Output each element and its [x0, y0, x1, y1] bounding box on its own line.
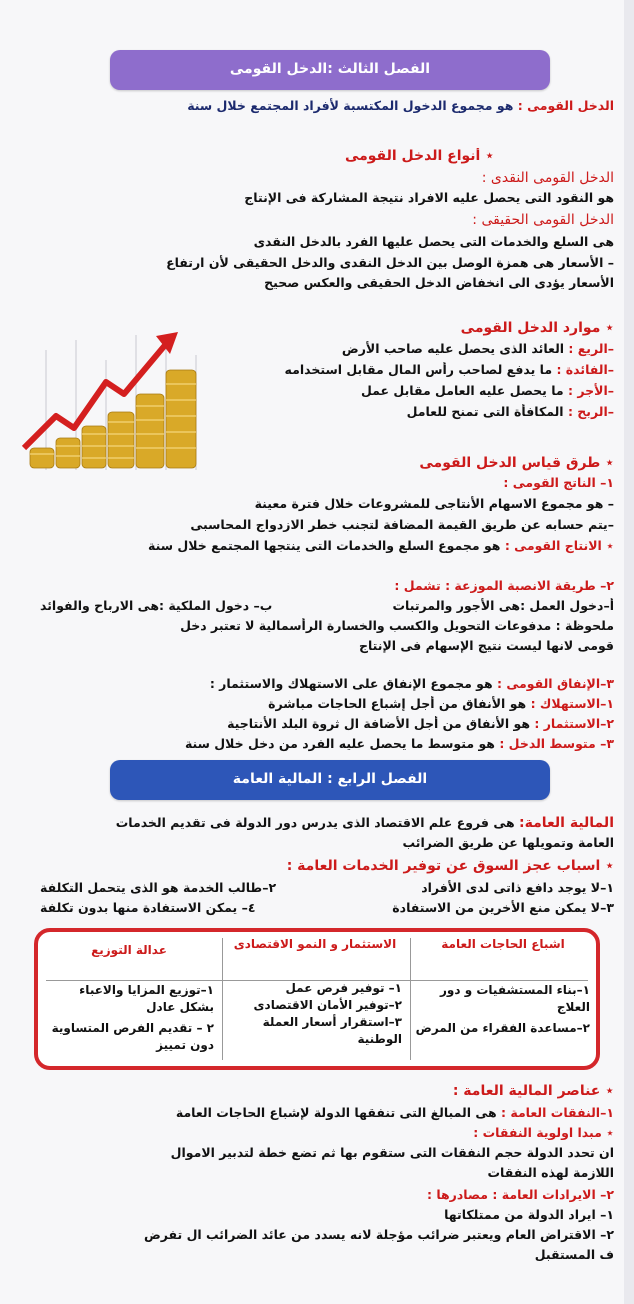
- note-line-2: قومى لانها ليست نتيج الإسهام فى الإنتاج: [358, 638, 614, 653]
- table-cell: ٢ – تقديم الفرص المتساوية دون تمييز: [51, 1021, 214, 1052]
- market-failure-2: ٢–طالب الخدمة هو الذى يتحمل التكلفة: [40, 880, 277, 895]
- average-income: ٣– متوسط الدخل : هو متوسط ما يحصل عليه الفرد من دخل خلال سنة: [184, 736, 614, 751]
- page-edge: [624, 0, 634, 1304]
- priority-line-2: اللازمة لهذه النفقات: [487, 1165, 614, 1180]
- consumption: ١–الاستهلاك : هو الأنفاق من أجل إشباع الحاجات مباشرة: [268, 696, 614, 711]
- elements-heading: ⋆ عناصر المالية العامة :: [452, 1083, 614, 1099]
- distributed-labor: أ–دخول العمل :هى الأجور والمرتبات: [392, 598, 614, 613]
- resource-wage: –الأجر : ما يحصل عليه العامل مقابل عمل: [360, 383, 614, 398]
- chapter3-banner: الفصل الثالث :الدخل القومى: [110, 50, 550, 90]
- table-cell: ٢–مساعدة الفقراء من المرض: [415, 1021, 590, 1035]
- revenue-source-2: ٢– الاقتراض العام ويعتبر ضرائب مؤجلة لانه يسدد من عائد الضرائب ال تفرض: [143, 1227, 614, 1242]
- prices-line-2: الأسعار يؤدى الى انخفاض الدخل الحقيقى والعكس صحيح: [264, 275, 614, 290]
- gnp-title: ١– الناتج القومى :: [503, 475, 614, 490]
- table-cell: ٢–توفير الأمان الاقتصادى: [253, 998, 402, 1012]
- resource-profit: –الربح : المكافأة التى تمنح للعامل: [406, 404, 614, 419]
- revenue-source-2-cont: ف المستقبل: [534, 1247, 614, 1262]
- table-column-needs: [410, 932, 596, 1066]
- gnp-line-1: – هو مجموع الاسهام الأنتاجى للمشروعات خلال فترة معينة: [254, 496, 614, 511]
- monetary-income-title: الدخل القومى النقدى :: [481, 170, 614, 186]
- market-failure-heading: ⋆ اسباب عجز السوق عن توفير الخدمات العامة :: [286, 858, 614, 874]
- table-header-needs: اشباع الحاجات العامة: [441, 937, 565, 951]
- types-heading: ⋆ أنواع الدخل القومى: [344, 148, 494, 164]
- market-failure-3: ٣–لا يمكن منع الأخرين من الاستفادة: [392, 900, 614, 915]
- table-cell: ١– توفير فرص عمل: [285, 981, 402, 995]
- real-income-text: هى السلع والخدمات التى يحصل عليها الفرد بالدخل النقدى: [253, 234, 614, 249]
- distributed-property: ب– دخول الملكية :هى الارباح والفوائد: [40, 598, 273, 613]
- table-cell: ١–توزيع المزايا والاعباء بشكل عادل: [79, 983, 214, 1014]
- public-finance-definition-2: العامة وتمويلها عن طريق الضرائب: [402, 835, 614, 850]
- revenue-source-1: ١– ايراد الدولة من ممتلكاتها: [444, 1207, 614, 1222]
- measure-heading: ⋆ طرق قياس الدخل القومى: [419, 455, 614, 471]
- resource-rent: –الريع : العائد الذى يحصل عليه صاحب الأرض: [341, 341, 614, 356]
- public-expenditure: ١–النفقات العامة : هى المبالغ التى تنفقها الدولة لإشباع الحاجات العامة: [175, 1105, 614, 1120]
- distributed-shares-title: ٢– طريقة الانصبة الموزعة : تشمل :: [394, 578, 614, 593]
- national-income-definition: الدخل القومى : هو مجموع الدخول المكتسبة لأفراد المجتمع خلال سنة: [187, 98, 614, 113]
- market-failure-4: ٤– يمكن الاستفادة منها بدون تكلفة: [40, 900, 256, 915]
- priority-line-1: ان تحدد الدولة حجم النفقات التى ستقوم بها ثم تضع خطة لتدبير الاموال: [170, 1145, 614, 1160]
- table-column-investment: [222, 932, 408, 1066]
- gnp-line-2: –يتم حسابه عن طريق القيمة المضافة لتجنب خطر الازدواج المحاسبى: [190, 517, 614, 532]
- table-header-investment: الاستثمار و النمو الاقتصادى: [233, 937, 397, 951]
- gold-coins-growth-chart-icon: [16, 330, 216, 480]
- prices-line-1: – الأسعار هى همزة الوصل بين الدخل النقدى والدخل الحقيقى لأن ارتفاع: [166, 255, 614, 270]
- priority-principle-title: ⋆ مبدا اولوية النفقات :: [473, 1125, 614, 1140]
- resources-heading: ⋆ موارد الدخل القومى: [460, 320, 614, 336]
- resource-interest: –الفائدة : ما يدفع لصاحب رأس المال مقابل استخدامه: [284, 362, 614, 377]
- national-spending: ٣–الإنفاق القومى : هو مجموع الإنفاق على الاستهلاك والاستثمار :: [209, 676, 614, 691]
- investment: ٢–الاستثمار : هو الأنفاق من أجل الأضافة ال ثروة البلد الأنتاجية: [227, 716, 614, 731]
- real-income-title: الدخل القومى الحقيقى :: [472, 212, 614, 228]
- table-header-distribution: عدالة التوزيع: [91, 943, 167, 957]
- public-finance-definition: المالية العامة: هى فروع علم الاقتصاد الذى يدرس دور الدولة فى تقديم الخدمات: [115, 815, 614, 831]
- public-services-table: [34, 928, 600, 1070]
- table-cell: ٣–استقرار أسعار العملة الوطنية: [262, 1015, 402, 1046]
- public-revenue-title: ٢– الايرادات العامة : مصادرها :: [426, 1187, 614, 1202]
- table-cell: ١–بناء المستشفيات و دور العلاج: [440, 983, 590, 1014]
- monetary-income-text: هو النقود التى يحصل عليه الافراد نتيجة المشاركة فى الإنتاج: [244, 190, 614, 205]
- table-column-distribution: [38, 932, 220, 1066]
- market-failure-1: ١–لا يوجد دافع ذاتى لدى الأفراد: [421, 880, 614, 895]
- national-production: ⋆ الانتاج القومى : هو مجموع السلع والخدمات التى ينتجها المجتمع خلال سنة: [148, 538, 614, 553]
- chapter4-banner: الفصل الرابع : المالية العامة: [110, 760, 550, 800]
- note-line-1: ملحوظة : مدفوعات التحويل والكسب والخسارة الرأسمالية لا تعتبر دخل: [180, 618, 614, 633]
